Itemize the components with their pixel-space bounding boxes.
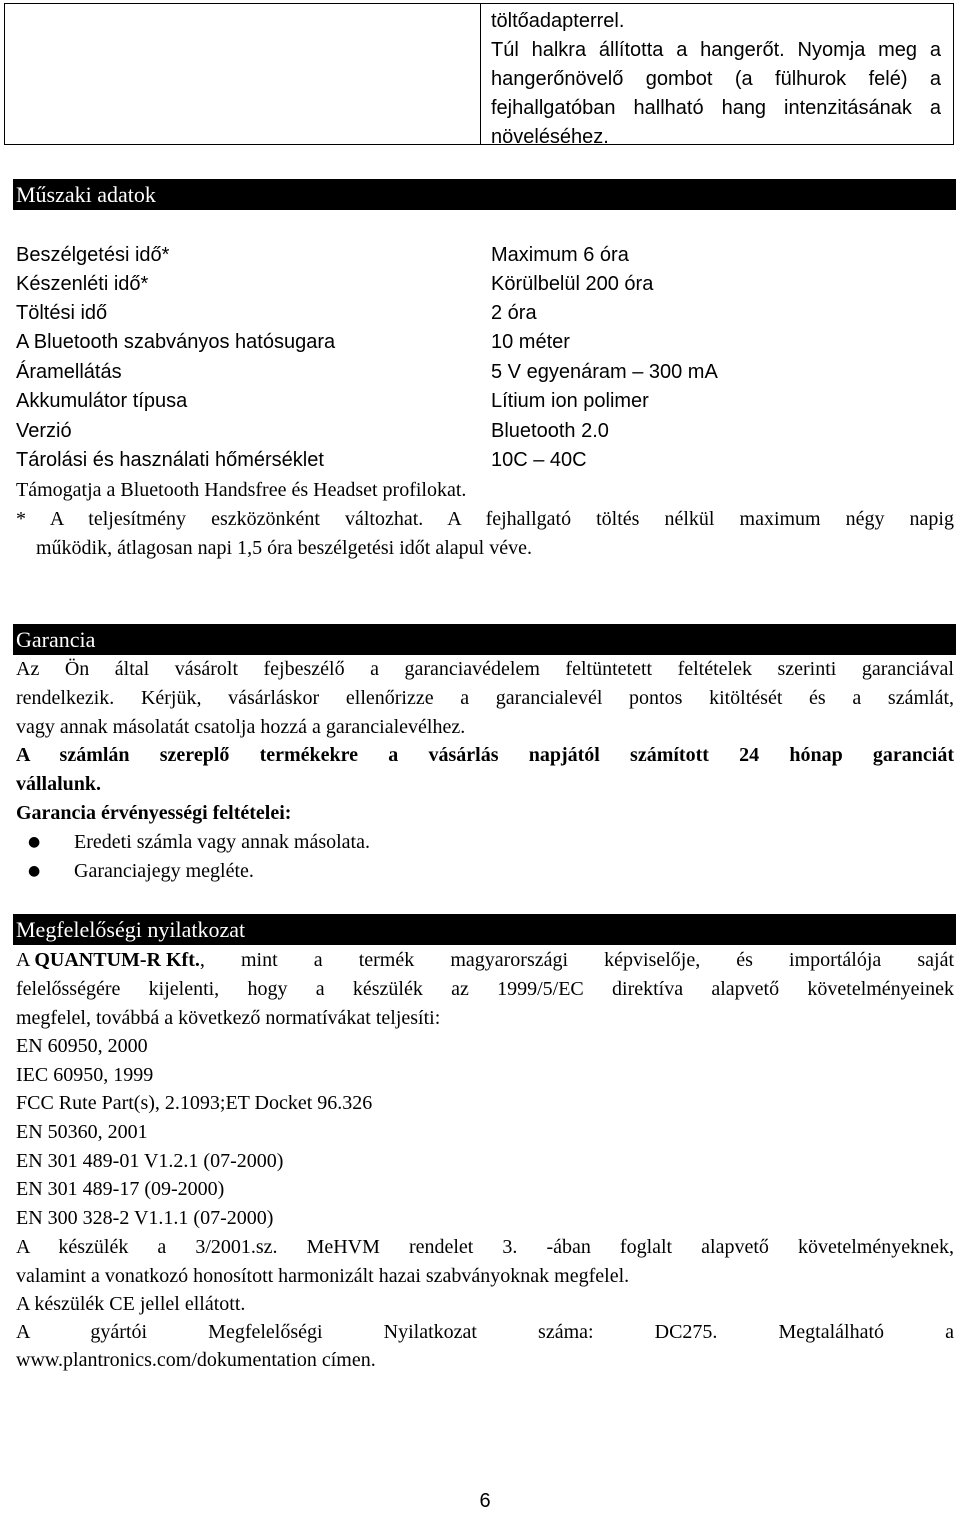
spec-label: Készenléti idő* [16,273,149,295]
table-line: hangerőnövelő gombot (a fülhurok felé) a [491,68,941,90]
spec-row [16,298,946,328]
spec-row [16,269,946,299]
table-line: Túl halkra állította a hangerőt. Nyomja meg a [491,39,941,61]
spec-value: 10C – 40C [491,449,587,471]
spec-value: 5 V egyenáram – 300 mA [491,361,718,383]
table-cell-solution [491,7,941,152]
declaration-text: www.plantronics.com/dokumentation címen. [16,1349,376,1371]
standard-item: IEC 60950, 1999 [16,1064,154,1086]
spec-label: Beszélgetési idő* [16,244,170,266]
decree-text: valamint a vonatkozó honosított harmonizált hazai szabványoknak megfelel. [16,1265,630,1287]
standard-item: EN 300 328-2 V1.1.1 (07-2000) [16,1207,274,1229]
spec-value: Bluetooth 2.0 [491,420,609,442]
spec-value: Lítium ion polimer [491,390,649,412]
bullet-icon: ● [28,863,41,879]
warranty-bold-text: A számlán szereplő termékekre a vásárlás napjától számított 24 hónap garanciát [16,744,954,766]
conformity-text: , mint a termék magyarországi képviselője, és importálója saját [199,949,954,971]
table-divider [480,4,481,144]
standard-item: EN 50360, 2001 [16,1121,148,1143]
spec-row [16,445,946,475]
spec-value: Körülbelül 200 óra [491,273,654,295]
ce-text: A készülék CE jellel ellátott. [16,1293,246,1315]
standard-item: EN 60950, 2000 [16,1035,148,1057]
spec-label: A Bluetooth szabványos hatósugara [16,331,336,353]
table-line: töltőadapterrel. [491,10,625,32]
spec-value: 2 óra [491,302,537,324]
spec-label: Áramellátás [16,361,122,383]
spec-label: Tárolási és használati hőmérséklet [16,449,324,471]
spec-row [16,416,946,446]
footnote-line: működik, átlagosan napi 1,5 óra beszélgetési időt alapul véve. [36,537,532,559]
spec-value: 10 méter [491,331,570,353]
spec-value: Maximum 6 óra [491,244,629,266]
conformity-first-line [16,946,954,975]
decree-text: A készülék a 3/2001.sz. MeHVM rendelet 3. -ában foglalt alapvető követelményeknek, [16,1236,954,1258]
spec-label: Verzió [16,420,72,442]
profiles-text: Támogatja a Bluetooth Handsfree és Headset profilokat. [16,479,467,501]
standard-item: EN 301 489-17 (09-2000) [16,1178,225,1200]
company-name: QUANTUM-R Kft. [34,949,200,971]
conformity-text: felelősségére kijelenti, hogy a készülék az 1999/5/EC direktíva alapvető követelményeinek [16,978,954,1000]
warranty-text: Az Ön által vásárolt fejbeszélő a garanciavédelem feltüntetett feltételek szerinti garanciával [16,658,954,680]
table-line: növeléséhez. [491,126,609,148]
warranty-text: vagy annak másolatát csatolja hozzá a garancialevélhez. [16,716,466,738]
warranty-text: rendelkezik. Kérjük, vásárláskor ellenőrizze a garancialevél pontos kitöltését és a számlát, [16,687,954,709]
warranty-bold-text: vállalunk. [16,773,102,795]
spec-label: Töltési idő [16,302,108,324]
section-heading-specs: Műszaki adatok [13,179,956,210]
list-item: Garanciajegy megléte. [74,860,254,882]
section-heading-conformity: Megfelelőségi nyilatkozat [13,914,956,945]
troubleshooting-table-fragment [4,3,954,148]
declaration-text: A gyártói Megfelelőségi Nyilatkozat száma: DC275. Megtalálható a [16,1321,954,1343]
spec-label: Akkumulátor típusa [16,390,188,412]
page-number: 6 [479,1490,491,1512]
standard-item: FCC Rute Part(s), 2.1093;ET Docket 96.326 [16,1092,373,1114]
warranty-conditions-title: Garancia érvényességi feltételei: [16,802,292,824]
company-prefix: A [16,949,35,971]
spec-row [16,357,946,387]
spec-row [16,327,946,357]
spec-row [16,386,946,416]
standard-item: EN 301 489-01 V1.2.1 (07-2000) [16,1150,284,1172]
conformity-text: megfelel, továbbá a következő normatívákat teljesíti: [16,1007,441,1029]
list-item: Eredeti számla vagy annak másolata. [74,831,370,853]
footnote-line: * A teljesítmény eszközönként változhat. A fejhallgató töltés nélkül maximum négy napig [16,508,954,530]
table-line: fejhallgatóban hallható hang intenzitásának a [491,97,941,119]
bullet-icon: ● [28,834,41,850]
spec-row [16,240,946,270]
section-heading-warranty: Garancia [13,624,956,655]
